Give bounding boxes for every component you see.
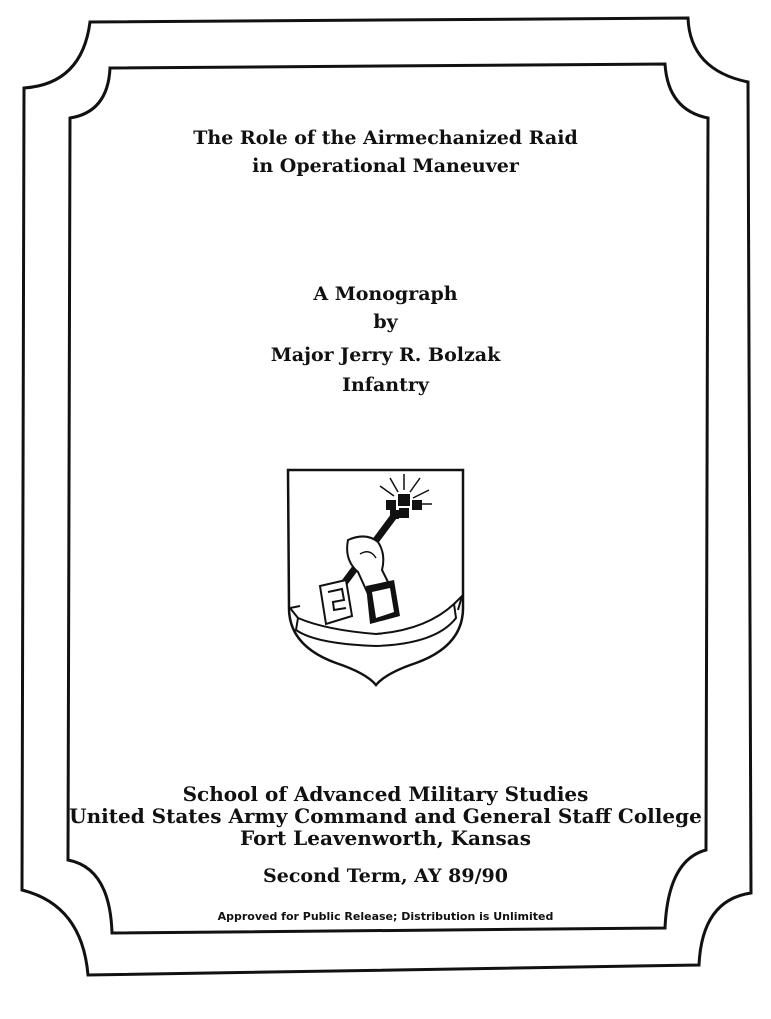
author-block	[0, 340, 771, 400]
author-name: Major Jerry R. Bolzak	[270, 344, 501, 366]
title-line-2: in Operational Maneuver	[252, 155, 519, 177]
title-line-1: The Role of the Airmechanized Raid	[193, 127, 578, 149]
college-name: United States Army Command and General Staff College	[69, 804, 702, 828]
author-branch: Infantry	[342, 374, 429, 396]
type-line: A Monograph	[313, 283, 458, 305]
release-statement: Approved for Public Release; Distribution is Unlimited	[217, 910, 554, 923]
academic-term: Second Term, AY 89/90	[263, 865, 508, 887]
monograph-title	[0, 124, 771, 180]
crest-icon	[286, 468, 466, 688]
location: Fort Leavenworth, Kansas	[240, 826, 531, 850]
by-line: by	[373, 311, 398, 333]
institution-block	[0, 783, 771, 849]
monograph-type	[0, 280, 771, 336]
school-name: School of Advanced Military Studies	[182, 782, 589, 806]
